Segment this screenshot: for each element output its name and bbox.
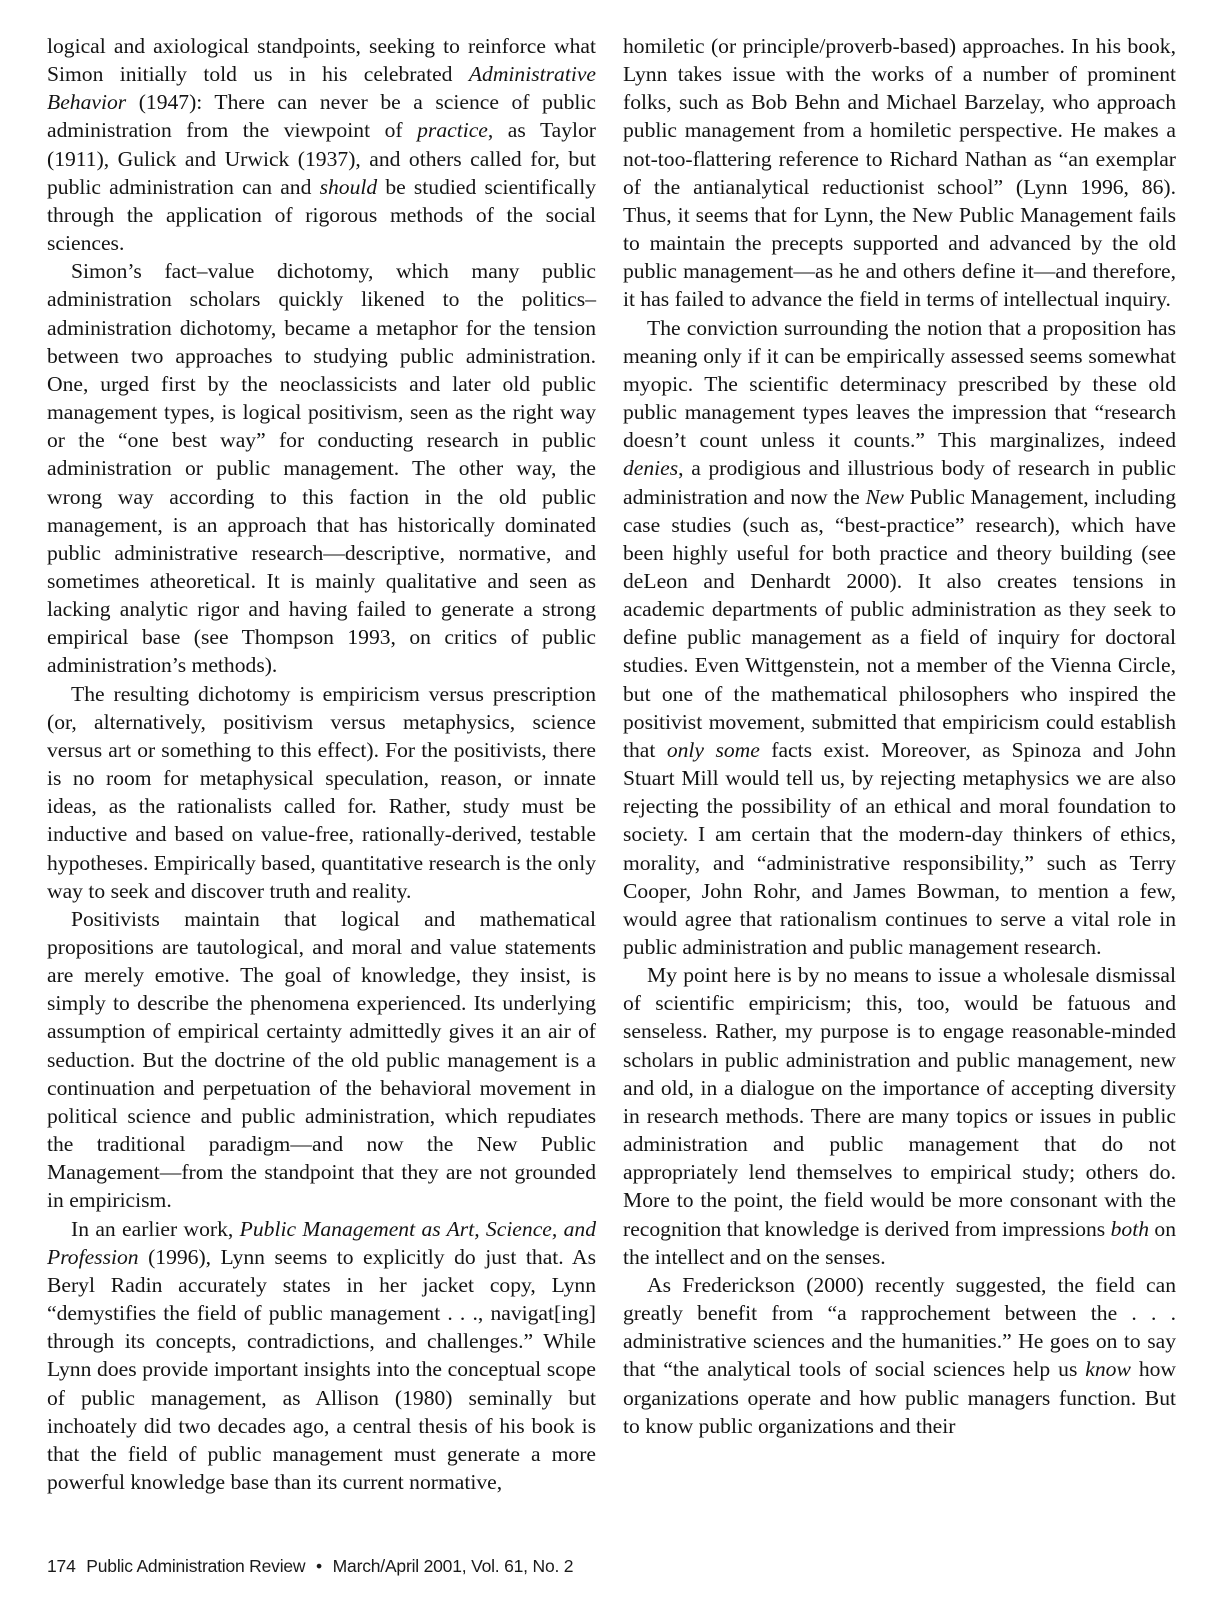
issue-info: March/April 2001, Vol. 61, No. 2 (332, 1556, 574, 1576)
emphasis: know (1085, 1357, 1131, 1382)
right-column (623, 32, 1176, 1440)
emphasis: practice (417, 118, 488, 143)
paragraph: The resulting dichotomy is empiricism versus prescription (or, alternatively, positivism versus metaphysics, science versus art or something to this effect). For the positivists, there is no room for metaphysical speculation, reason, or innate ideas, as the rationalists called for. Rather, study must be inductive and based on value-free, rationally-derived, testable hypotheses. Empirically based, quantitative research is the only way to seek and discover truth and reality. (47, 681, 596, 903)
paragraph: Simon’s fact–value dichotomy, which many public administration scholars quickly likened to the politics–administration dichotomy, became a metaphor for the tension between two approaches to studying public administration. One, urged first by the neoclassicists and later old public management types, is logical positivism, seen as the right way or the “one best way” for conducting research in public administration or public management. The other way, the wrong way according to this faction in the old public management, is an approach that has historically dominated public administrative research—descriptive, normative, and sometimes atheoretical. It is mainly qualitative and seen as lacking analytic rigor and having failed to generate a strong empirical base (see Thompson 1993, on critics of public administration’s methods). (47, 259, 596, 678)
paragraph: As Frederickson (2000) recently suggested, the field can greatly benefit from “a rapprochement between the . . . administrative sciences and the humanities.” He goes on to say that “the analytical tools of social sciences help us know how organizations operate and how public managers function. But to know public organizations and their (623, 1272, 1177, 1438)
book-title: Administrative Behavior (47, 62, 596, 115)
bullet-separator: • (316, 1556, 322, 1576)
emphasis: New (865, 484, 904, 509)
emphasis: only some (666, 737, 760, 762)
paragraph: The conviction surrounding the notion that a proposition has meaning only if it can be empirically assessed seems somewhat myopic. The scientific determinacy prescribed by these old public management types leaves the impression that “research doesn’t count unless it counts.” This marginalizes, indeed denies, a prodigious and illustrious body of research in public administration and now the New Public Management, including case studies (such as, “best-practice” research), which have been highly useful for both practice and theory building (see deLeon and Denhardt 2000). It also creates tensions in academic departments of public administration as they seek to define public management as a field of inquiry for doctoral studies. Even Wittgenstein, not a member of the Vienna Circle, but one of the mathematical philosophers who inspired the positivist movement, submitted that empiricism could establish that only some facts exist. Moreover, as Spinoza and John Stuart Mill would tell us, by rejecting metaphysics we are also rejecting the possibility of an ethical and moral foundation to society. I am certain that the modern-day thinkers of ethics, morality, and “administrative responsibility,” such as Terry Cooper, John Rohr, and James Bowman, to mention a few, would agree that rationalism continues to serve a vital role in public administration and public management research. (623, 315, 1177, 959)
paragraph: homiletic (or principle/proverb-based) approaches. In his book, Lynn takes issue with the works of a number of prominent folks, such as Bob Behn and Michael Barzelay, who approach public management from a homiletic perspective. He makes a not-too-flattering reference to Richard Nathan as “an exemplar of the antianalytical reductionist school” (Lynn 1996, 86). Thus, it seems that for Lynn, the New Public Management fails to maintain the precepts supported and advanced by the old public management—as he and others define it—and therefore, it has failed to advance the field in terms of intellectual inquiry. (623, 34, 1176, 312)
page-footer (47, 1556, 573, 1577)
book-title: Public Management as Art, Science, and Profession (47, 1216, 596, 1269)
journal-name: Public Administration Review (86, 1556, 306, 1576)
paragraph: logical and axiological standpoints, seeking to reinforce what Simon initially told us in his celebrated Administrative Behavior (1947): There can never be a science of public administration from the viewpoint of practice, as Taylor (1911), Gulick and Urwick (1937), and others called for, but public administration can and should be studied scientifically through the application of rigorous methods of the social sciences. (47, 34, 596, 256)
page-number: 174 (47, 1556, 76, 1576)
emphasis: should (319, 174, 378, 199)
paragraph: In an earlier work, Public Management as Art, Science, and Profession (1996), Lynn seems to explicitly do just that. As Beryl Radin accurately states in her jacket copy, Lynn “demystifies the field of public management . . ., navigat[ing] through its concepts, contradictions, and challenges.” While Lynn does provide important insights into the conceptual scope of public management, as Allison (1980) seminally but inchoately did two decades ago, a central thesis of his book is that the field of public management must generate a more powerful knowledge base than its current normative, (47, 1216, 596, 1494)
paragraph: My point here is by no means to issue a wholesale dismissal of scientific empiricism; this, too, would be fatuous and senseless. Rather, my purpose is to engage reasonable-minded scholars in public administration and public management, new and old, in a dialogue on the importance of accepting diversity in research methods. There are many topics or issues in public administration and public management that do not appropriately lend themselves to empirical study; others do. More to the point, the field would be more consonant with the recognition that knowledge is derived from impressions both on the intellect and on the senses. (623, 963, 1176, 1269)
paragraph: Positivists maintain that logical and mathematical propositions are tautological, and moral and value statements are merely emotive. The goal of knowledge, they insist, is simply to describe the phenomena experienced. Its underlying assumption of empirical certainty admittedly gives it an air of seduction. But the doctrine of the old public management is a continuation and perpetuation of the behavioral movement in political science and public administration, which repudiates the traditional paradigm—and now the New Public Management—from the standpoint that they are not grounded in empiricism. (47, 906, 596, 1213)
emphasis: both (1110, 1216, 1149, 1241)
left-column (47, 32, 596, 1496)
emphasis: denies (623, 456, 679, 481)
